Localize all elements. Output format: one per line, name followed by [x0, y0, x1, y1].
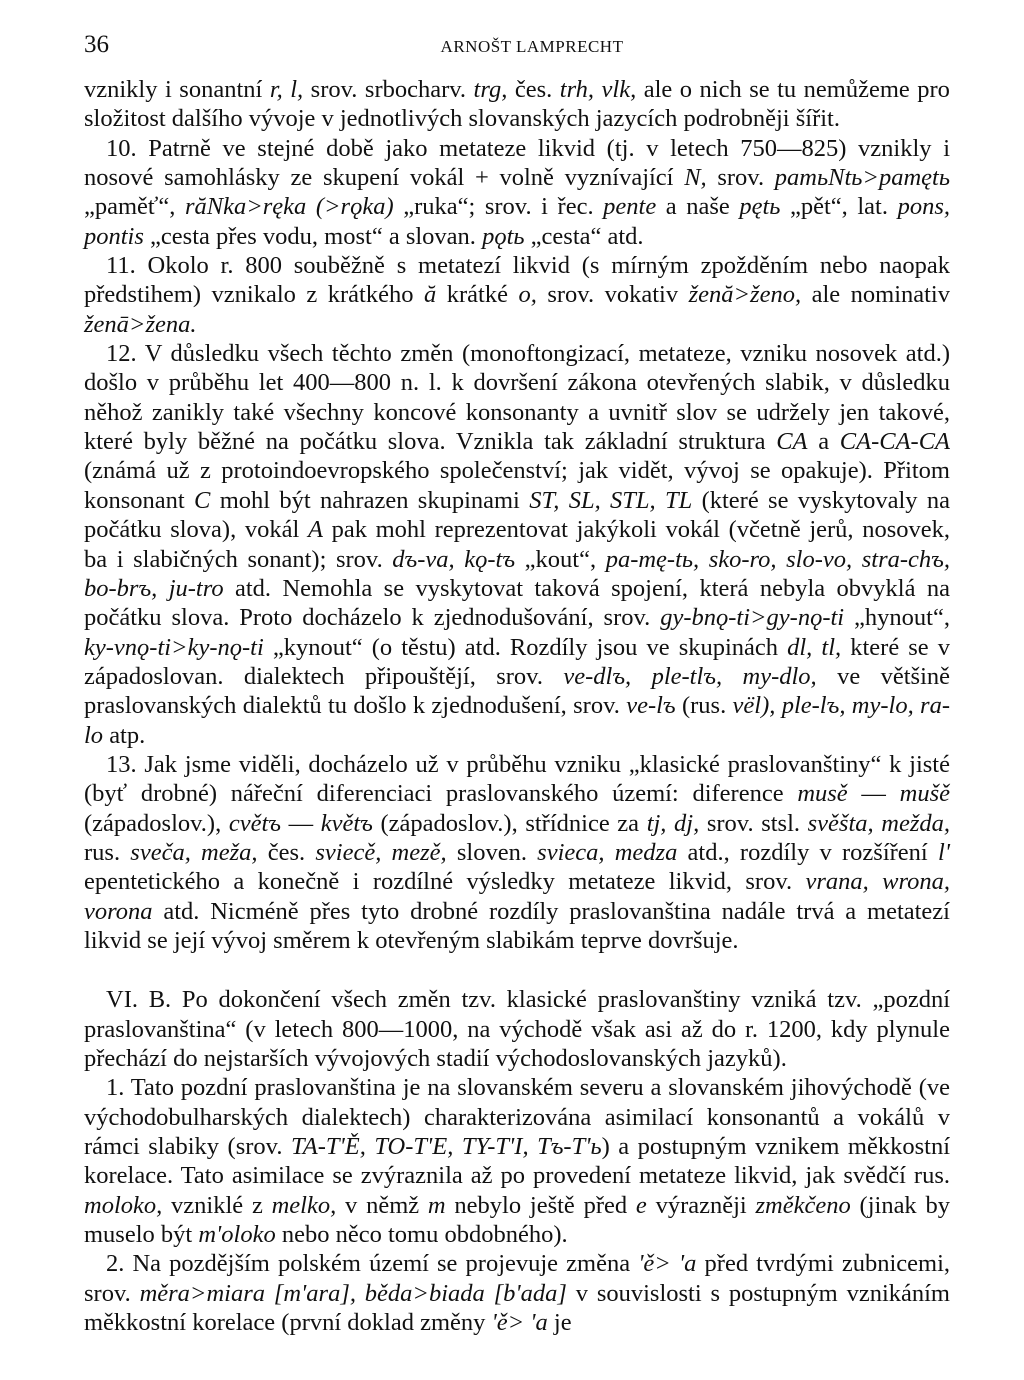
body-text [84, 75, 950, 1337]
paragraph-12: 12. V důsledku všech těchto změn (monoftongizací, metateze, vzniku nosovek atd.) došlo v průběhu let 400—800 n. l. k dovršení zákona otevřených slabik, v důsledku něhož zanikly také všechny koncové konsonanty a uvnitř slov se udržely jen takové, které byly běžné na počátku slova. Vznikla tak základní struktura CA a CA-CA-CA (známá už z protoindoevropského společenství; jak vidět, vývoj se opakuje). Přitom konsonant C mohl být nahrazen skupinami ST, SL, STL, TL (které se vyskytovaly na počátku slova), vokál A pak mohl reprezentovat jakýkoli vokál (včetně jerů, nosovek, ba i slabičných sonant); srov. dъ-va, kǫ-tъ „kout“, pa-mę-tь, sko-ro, slo-vo, stra-chъ, bo-brъ, ju-tro atd. Nemohla se vyskytovat taková spojení, která nebyla obvyklá na počátku slova. Proto docházelo k zjednodušování, srov. gy-bnǫ-ti>gy-nǫ-ti „hynout“, ky-vnǫ-ti>ky-nǫ-ti „kynout“ (o těstu) atd. Rozdíly jsou ve skupinách dl, tl, které se v západoslovan. dialektech připouštějí, srov. ve-dlъ, ple-tlъ, my-dlo, ve většině praslovanských dialektů tu došlo k zjednodušení, srov. ve-lъ (rus. vël), ple-lъ, my-lo, ra-lo atp. [84, 340, 951, 749]
paragraph-continuation: vznikly i sonantní r, l, srov. srbocharv. trg, čes. trh, vlk, ale o nich se tu nemůžeme pro složitost dalšího vývoje v jednotlivých slovanských jazycích podrobněji šířit. [84, 76, 950, 133]
book-page [84, 28, 950, 1337]
page-number: 36 [84, 31, 109, 58]
paragraph-10: 10. Patrně ve stejné době jako metateze likvid (tj. v letech 750—825) vznikly i nosové samohlásky ze skupení vokál + volně vyznívající N, srov. pamьNtь>pamętь „paměť“, răNka>ręka (>rǫka) „ruka“; srov. i řec. pente a naše pętь „pět“, lat. pons, pontis „cesta přes vodu, most“ a slovan. pǫtь „cesta“ atd. [84, 134, 950, 250]
section-vi-b: VI. B. Po dokončení všech změn tzv. klasické praslovanštiny vzniká tzv. „pozdní praslovanština“ (v letech 800—1000, na východě však asi až do r. 1200, kdy plynule přechází do nejstarších vývojových stadií východoslovanských jazyků). [84, 986, 950, 1072]
paragraph-vi-b-2: 2. Na pozdějším polském území se projevuje změna 'ě> 'a před tvrdými zubnicemi, srov. měra>miara [m'ara], běda>biada [b'ada] v souvislosti s postupným vznikáním měkkostní korelace (první doklad změny 'ě> 'a je [84, 1250, 951, 1337]
paragraph-13: 13. Jak jsme viděli, docházelo už v průběhu vzniku „klasické praslovanštiny“ k jisté (byť drobné) nářeční diferenciaci praslovanského území: diference musě — mušě (západoslov.), cvětъ — květъ (západoslov.), střídnice za tj, dj, srov. stsl. svěšta, mežda, rus. sveča, meža, čes. sviecě, mezě, sloven. svieca, medza atd., rozdíly v rozšíření l' epentetického a konečně i rozdílné výsledky metateze likvid, srov. vrana, wrona, vorona atd. Nicméně přes tyto drobné rozdíly praslovanština nadále trvá a metatezí likvid se její vývoj směrem k otevřeným slabikám teprve dovršuje. [84, 750, 951, 954]
running-head [84, 28, 950, 68]
running-title: ARNOŠT LAMPRECHT [440, 37, 624, 56]
paragraph-vi-b-1: 1. Tato pozdní praslovanština je na slovanském severu a slovanském jihovýchodě (ve východobulharských dialektech) charakterizována asimilací konsonantů a vokálů v rámci slabiky (srov. TA-T'Ě, TO-T'E, TY-T'I, Tъ-T'ь) a postupným vznikem měkkostní korelace. Tato asimilace se zvýraznila až po provedení metateze likvid, jak svědčí rus. moloko, vzniklé z melko, v němž m nebylo ještě před e výrazněji změkčeno (jinak by muselo být m'oloko nebo něco tomu obdobného). [84, 1074, 951, 1249]
paragraph-11: 11. Okolo r. 800 souběžně s metatezí likvid (s mírným zpožděním nebo naopak předstihem) vznikalo z krátkého ă krátké o, srov. vokativ ženă>ženo, ale nominativ ženā>žena. [84, 252, 950, 338]
